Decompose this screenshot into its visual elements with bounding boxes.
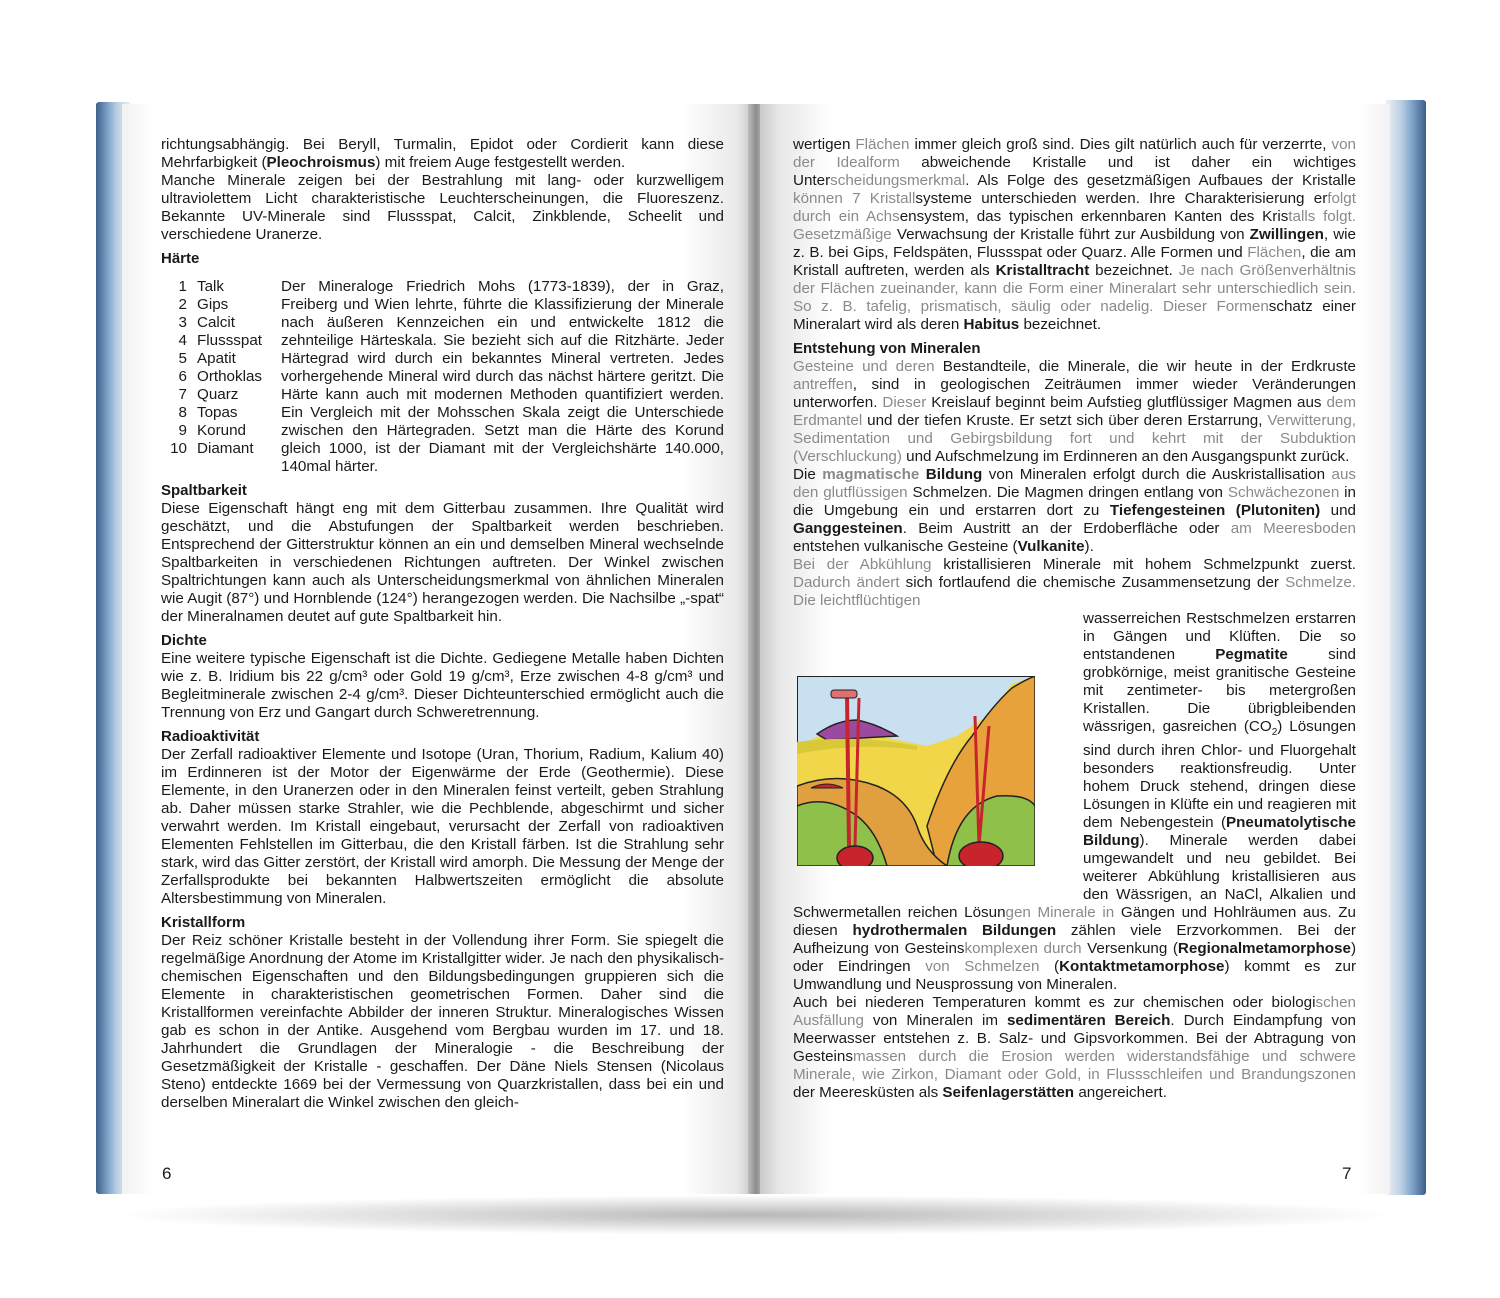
mohs-scale-item [161,386,281,404]
mohs-mineral-name: Talk [197,278,225,295]
illustration-magma-chamber-left [837,846,873,866]
mohs-mineral-name: Gips [197,296,229,313]
entstehung-paragraph-5: Auch bei niederen Temperaturen kommt es zur chemischen oder biologischen Ausfällung von Mineralen im sedimentären Bereich. Durch Eindampfung von Meerwasser entstehen z. B. Salz- und Gipsvorkommen. Bei der Abtragung von Gesteinsmassen durch die Erosion werden widerstandsfähige und schwere Minerale, wie Zirkon, Diamant oder Gold, in Flussschleifen und Brandungszonen der Meeresküsten als Seifenlagerstätten angereichert. [793,994,1356,1102]
left-page [122,104,752,1194]
mohs-mineral-name: Apatit [197,350,236,367]
intro-paragraph-1: richtungsabhängig. Bei Beryll, Turmalin, Epidot oder Cordierit kann diese Mehrfarbigkeit (Pleochroismus) mit freiem Auge festgestellt werden. [161,136,724,171]
mohs-number: 9 [178,422,187,439]
mohs-mineral-name: Quarz [197,386,239,403]
mohs-scale-item [161,314,281,332]
mohs-scale-item [161,368,281,386]
spaltbarkeit-text: Diese Eigenschaft hängt eng mit dem Gitterbau zusammen. Ihre Qualität wird geschätzt, und die Abstufungen der Spaltbarkeit werden beschrieben. Entsprechend der Gitterstruktur können an ein und demselben Mineral wechselnde Spaltbarkeiten in verschiedenen Richtungen auftreten. Der Winkel zwischen Spaltrichtungen kann auch als Unterscheidungsmerkmal von ähnlichen Mineralen wie Augit (87°) und Hornblende (124°) herangezogen werden. Die Nachsilbe „-spat“ der Mineralnamen deutet auf gute Spaltbarkeit hin. [161,500,724,625]
mohs-number: 10 [170,440,187,457]
haerte-text: Der Mineraloge Friedrich Mohs (1773-1839), der in Graz, Freiberg und Wien lehrte, führte die Klassifizierung der Minerale nach äußeren Kennzeichen ein und entwickelte 1812 die zehnteilige Härteskala. Sie bezieht sich auf die Ritzhärte. Jeder Härtegrad wird durch ein bekanntes Mineral vertreten. Jedes vorhergehende Mineral wird durch das nächst härtere geritzt. Die Härte kann auch mit modernen Methoden quantifiziert werden. Ein Vergleich mit der Mohsschen Skala zeigt die Unterschiede zwischen den Härtegraden. Setzt man die Härte des Korund gleich 1000, ist der Diamant mit der Vergleichshärte 140.000, 140mal härter. [281,278,724,475]
heading-spaltbarkeit: Spaltbarkeit [161,482,247,499]
book-shadow [110,1195,1400,1235]
mohs-number: 5 [178,350,187,367]
mohs-number: 2 [178,296,187,313]
mohs-number: 1 [178,278,187,295]
mohs-scale-item [161,296,281,314]
mohs-scale-item [161,440,281,458]
geology-illustration [797,676,1035,866]
mohs-scale-list [161,270,281,476]
mohs-scale-item [161,422,281,440]
radioaktivitaet-text: Der Zerfall radioaktiver Elemente und Isotope (Uran, Thorium, Radium, Kalium 40) im Erdinneren ist der Motor der Eigenwärme der Erde (Geothermie). Diese Elemente, in den Uranerzen oder in den Mineralen feinst verteilt, geben Strahlung ab. Daher müssen starke Strahler, wie die Pechblende, abgeschirmt und sicher verwahrt werden. Im Kristall eingebaut, verursacht der Zerfall von radioaktiven Elementen Fehlstellen im Gitterbau, die den Kristall färben. Ist die Strahlung sehr stark, wird das Gitter zerstört, der Kristall wird amorph. Die Messung der Menge der Zerfallsprodukte bei bekannten Halbwertszeiten ermöglicht die absolute Altersbestimmung von Mineralen. [161,746,724,907]
entstehung-paragraph-3: Bei der Abkühlung kristallisieren Minerale mit hohem Schmelzpunkt zuerst. Dadurch ändert sich fortlaufend die chemische Zusammensetzung der Schmelze. Die leichtflüchtigen wasserreichen Restschmelzen erstarren in Gängen und Klüften. Die so entstandenen Pegmatite sind grobkörnige, meist granitische Gesteine mit zentimeter- bis metergroßen Kristallen. Die übrigbleibenden wässrigen, gasreichen $(CO_2)$ Lösungen sind durch ihren Chlor- und Fluorgehalt besonders reaktionsfreudig. Unter hohem Druck stehend, dringen diese Lösungen in Klüfte ein und reagieren mit dem Nebengestein (Pneumatolytische Bildung). Minerale werden dabei umgewandelt und neu gebildet. Bei weiterer Abkühlung kristallisieren aus den Wässrigen, an NaCl, Alkalien und Schwermetallen reichen Lösungen Minerale in Gängen und Hohlräumen aus. Zu diesen hydrothermalen Bildungen zählen viele Erzvorkommen. Bei der Aufheizung von Gesteinskomplexen durch Versenkung (Regionalmetamorphose) oder Eindringen von Schmelzen (Kontaktmetamorphose) kommt es zur Umwandlung und Neusprossung von Mineralen. [793,556,1357,994]
intro-paragraph-2: Manche Minerale zeigen bei der Bestrahlung mit lang- oder kurzwelligem ultraviolettem Licht charakteristische Leuchterscheinungen, die Fluoreszenz. Bekannte UV-Minerale sind Flussspat, Calcit, Zinkblende, Scheelit und verschiedene Uranerze. [161,172,724,243]
page-number-right: 7 [1342,1164,1352,1183]
mohs-mineral-name: Diamant [197,440,254,457]
mohs-number: 7 [178,386,187,403]
dichte-text: Eine weitere typische Eigenschaft ist die Dichte. Gediegene Metalle haben Dichten wie z. B. Iridium bis 22 g/cm³ oder Gold 19 g/cm³, Erze zwischen 4-8 g/cm³ und Begleitminerale zwischen 2-4 g/cm³. Dieser Dichteunterschied ermöglicht auch die Trennung von Erz und Gangart durch Schweretrennung. [161,650,724,721]
mohs-number: 4 [178,332,187,349]
mohs-mineral-name: Calcit [197,314,235,331]
heading-entstehung: Entstehung von Mineralen [793,340,981,357]
right-page-edge [1386,100,1426,1195]
heading-radioaktivitaet: Radioaktivität [161,728,260,745]
mohs-mineral-name: Orthoklas [197,368,262,385]
mohs-scale-item [161,404,281,422]
entstehung-paragraph-2: Die magmatische Bildung von Mineralen erfolgt durch die Auskristallisation aus den glutflüssigen Schmelzen. Die Magmen dringen entlang von Schwächezonen in die Umgebung ein und erstarren dort zu Tiefengesteinen (Plutoniten) und Ganggesteinen. Beim Austritt an der Erdoberfläche oder am Meeresboden entstehen vulkanische Gesteine (Vulkanite). [793,466,1356,555]
kristallform-continued: wertigen Flächen immer gleich groß sind. Dies gilt natürlich auch für verzerrte, von der Idealform abweichende Kristalle und ist daher ein wichtiges Unterscheidungsmerkmal. Als Folge des gesetzmäßigen Aufbaues der Kristalle können 7 Kristallsysteme unterschieden werden. Ihre Charakterisierung erfolgt durch ein Achsensystem, das typischen erkennbaren Kanten des Kristalls folgt. Gesetzmäßige Verwachsung der Kristalle führt zur Ausbildung von Zwillingen, wie z. B. bei Gips, Feldspäten, Flussspat oder Quarz. Alle Formen und Flächen, die am Kristall auftreten, werden als Kristalltracht bezeichnet. Je nach Größenverhältnis der Flächen zueinander, kann die Form einer Mineralart sehr unterschiedlich sein. So z. B. tafelig, prismatisch, säulig oder nadelig. Dieser Formenschatz einer Mineralart wird als deren Habitus bezeichnet. [793,136,1357,333]
heading-haerte: Härte [161,250,200,267]
illustration-magma-chamber-right [959,842,1003,866]
kristallform-text: Der Reiz schöner Kristalle besteht in der Vollendung ihrer Form. Sie spiegelt die regelmäßige Anordnung der Atome im Kristallgitter wider. Je nach den physikalisch-chemischen Eigenschaften und den Bildungsbedingungen gruppieren sich die Elemente in charakteristischen geometrischen Formen. Daher sind die Kristallformen vereinfachte Abbilder der inneren Struktur. Mineralogisches Wissen gab es schon in der Antike. Ausgehend vom Bergbau wurden im 17. und 18. Jahrhundert die Grundlagen der Mineralogie - die Beschreibung der Gesetzmäßigkeit der Kristalle - geschaffen. Der Däne Niels Stensen (Nicolaus Steno) entdeckte 1669 bei der Vermessung von Quarzkristallen, dass bei ein und derselben Mineralart die Winkel zwischen den gleich- [161,932,724,1111]
mohs-mineral-name: Korund [197,422,246,439]
mohs-number: 8 [178,404,187,421]
haerte-section [161,270,724,476]
page-number-left: 6 [162,1164,172,1183]
mohs-number: 3 [178,314,187,331]
mohs-mineral-name: Flussspat [197,332,262,349]
mohs-number: 6 [178,368,187,385]
right-page-text [793,136,1356,1102]
mohs-scale-item [161,350,281,368]
heading-dichte: Dichte [161,632,207,649]
entstehung-paragraph-1: Gesteine und deren Bestandteile, die Minerale, die wir heute in der Erdkruste antreffen, sind in geologischen Zeiträumen immer wieder Veränderungen unterworfen. Dieser Kreislauf beginnt beim Aufstieg glutflüssiger Magmen aus dem Erdmantel und der tiefen Kruste. Er setzt sich über deren Erstarrung, Verwitterung, Sedimentation und Gebirgsbildung fort und kehrt mit der Subduktion (Verschluckung) und Aufschmelzung im Erdinneren an den Ausgangspunkt zurück. [793,358,1356,465]
right-page [760,104,1390,1194]
mohs-scale-item [161,278,281,296]
mohs-scale-item [161,332,281,350]
heading-kristallform: Kristallform [161,914,246,931]
left-page-text [161,136,724,1112]
mohs-mineral-name: Topas [197,404,238,421]
illustration-plume [831,690,857,698]
